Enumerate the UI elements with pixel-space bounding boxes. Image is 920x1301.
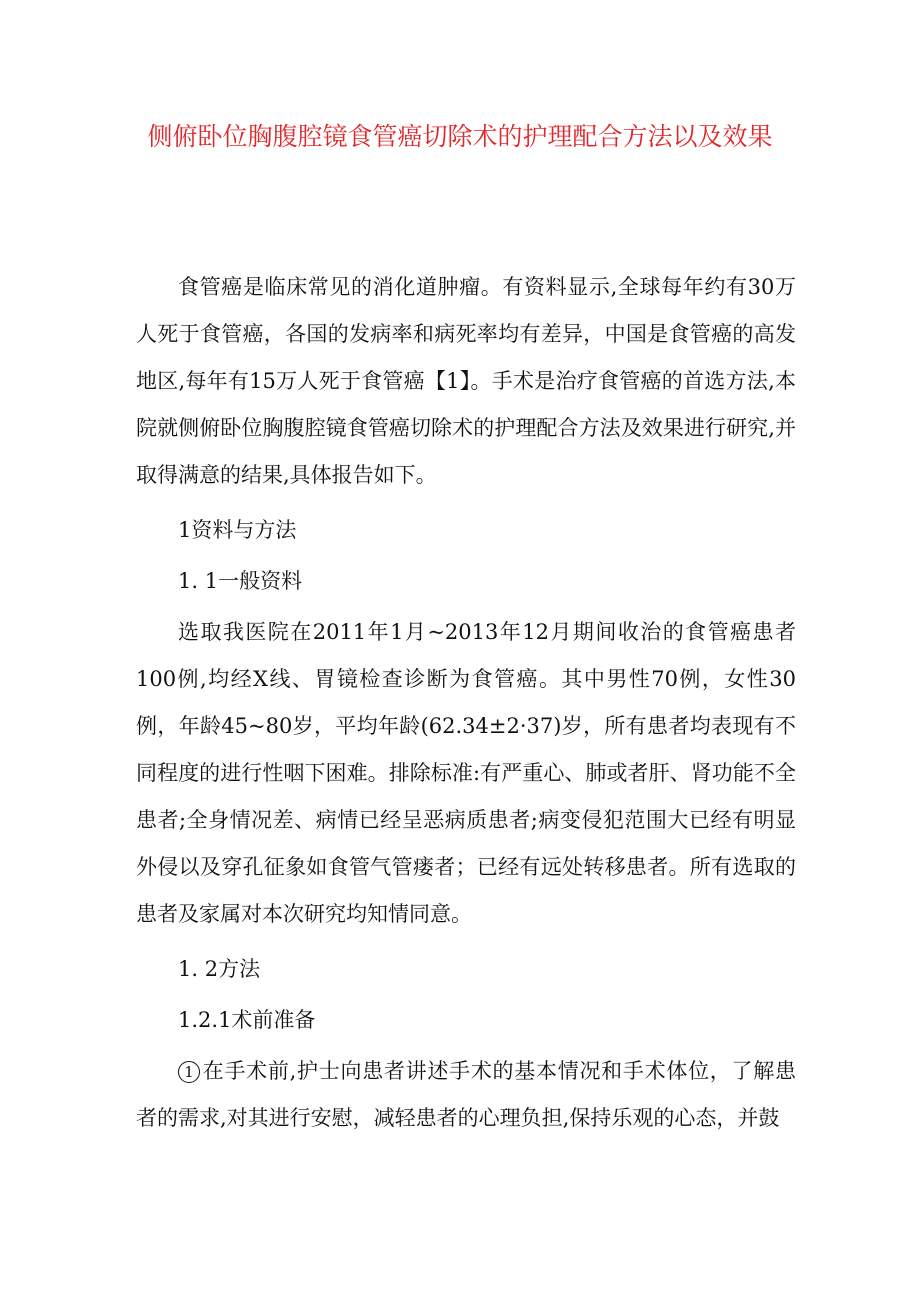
document-body: [136, 264, 796, 1142]
prep-paragraph: [136, 1048, 796, 1142]
section-heading-1-1: 1. 1一般资料: [178, 569, 303, 593]
document-title: 侧俯卧位胸腹腔镜食管癌切除术的护理配合方法以及效果: [147, 122, 773, 151]
general-info-paragraph: 选取我医院在2011年1月~2013年12月期间收治的食管癌患者100例,均经X线、胃镜检查诊断为食管癌。其中男性70例，女性30例，年龄45~80岁，平均年龄(62.34±2·37)岁，所有患者均表现有不同程度的进行性咽下困难。排除标准:有严重心、肺或者肝、肾功能不全患者;全身情况差、病情已经呈恶病质患者;病变侵犯范围大已经有明显外侵以及穿孔征象如食管气管瘘者；已经有远处转移患者。所有选取的患者及家属对本次研究均知情同意。: [136, 620, 796, 926]
section-heading-1: 1资料与方法: [178, 518, 297, 542]
circled-number-marker: 1: [178, 1061, 200, 1083]
section-heading-1-2-1: 1.2.1术前准备: [178, 1008, 316, 1032]
section-heading-1-2: 1. 2方法: [178, 957, 261, 981]
intro-paragraph: 食管癌是临床常见的消化道肿瘤。有资料显示,全球每年约有30万人死于食管癌，各国的发病率和病死率均有差异，中国是食管癌的高发地区,每年有15万人死于食管癌【1】。手术是治疗食管癌的首选方法,本院就侧俯卧位胸腹腔镜食管癌切除术的护理配合方法及效果进行研究,并取得满意的结果,具体报告如下。: [136, 275, 796, 487]
prep-text: 在手术前,护士向患者讲述手术的基本情况和手术体位，了解患者的需求,对其进行安慰，减轻患者的心理负担,保持乐观的心态，并鼓: [136, 1059, 796, 1130]
